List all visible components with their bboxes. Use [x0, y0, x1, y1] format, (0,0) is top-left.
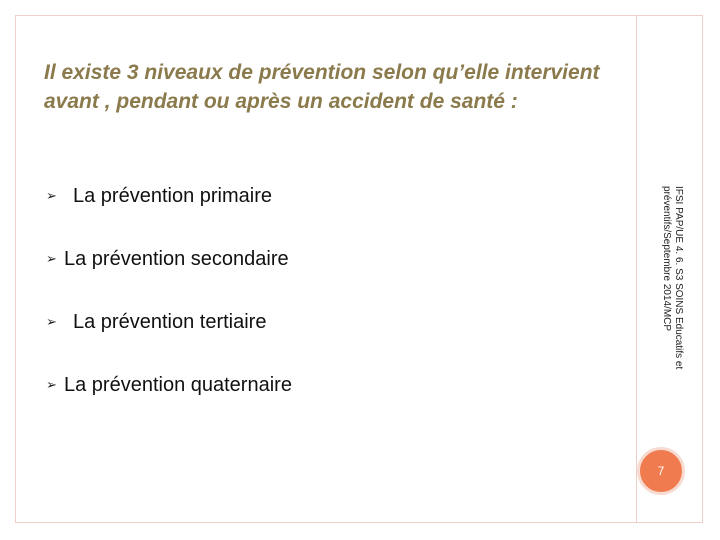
bullet-item [46, 249, 292, 312]
side-footer-note: IFSI PAP/UE 4. 6. S3 SOINS Educatifs et préventifs/Septembre 2014/MCP [661, 186, 684, 370]
bullet-list [46, 186, 292, 438]
bullet-item [46, 312, 292, 375]
arrow-bullet-icon: ➢ [46, 314, 57, 329]
right-margin-line [636, 15, 637, 523]
bullet-label: La prévention tertiaire [73, 311, 267, 333]
arrow-bullet-icon: ➢ [46, 377, 57, 392]
bullet-label: La prévention secondaire [64, 248, 289, 270]
bullet-label: La prévention quaternaire [64, 374, 292, 396]
arrow-bullet-icon: ➢ [46, 188, 57, 203]
bullet-item [46, 186, 292, 249]
bullet-item [46, 375, 292, 438]
bullet-label: La prévention primaire [73, 185, 272, 207]
page-number: 7 [657, 464, 665, 478]
intro-text: Il existe 3 niveaux de prévention selon qu’elle intervient avant , pendant ou après un accident de santé : [44, 61, 600, 113]
page-number-badge [637, 447, 685, 495]
arrow-bullet-icon: ➢ [46, 251, 57, 266]
